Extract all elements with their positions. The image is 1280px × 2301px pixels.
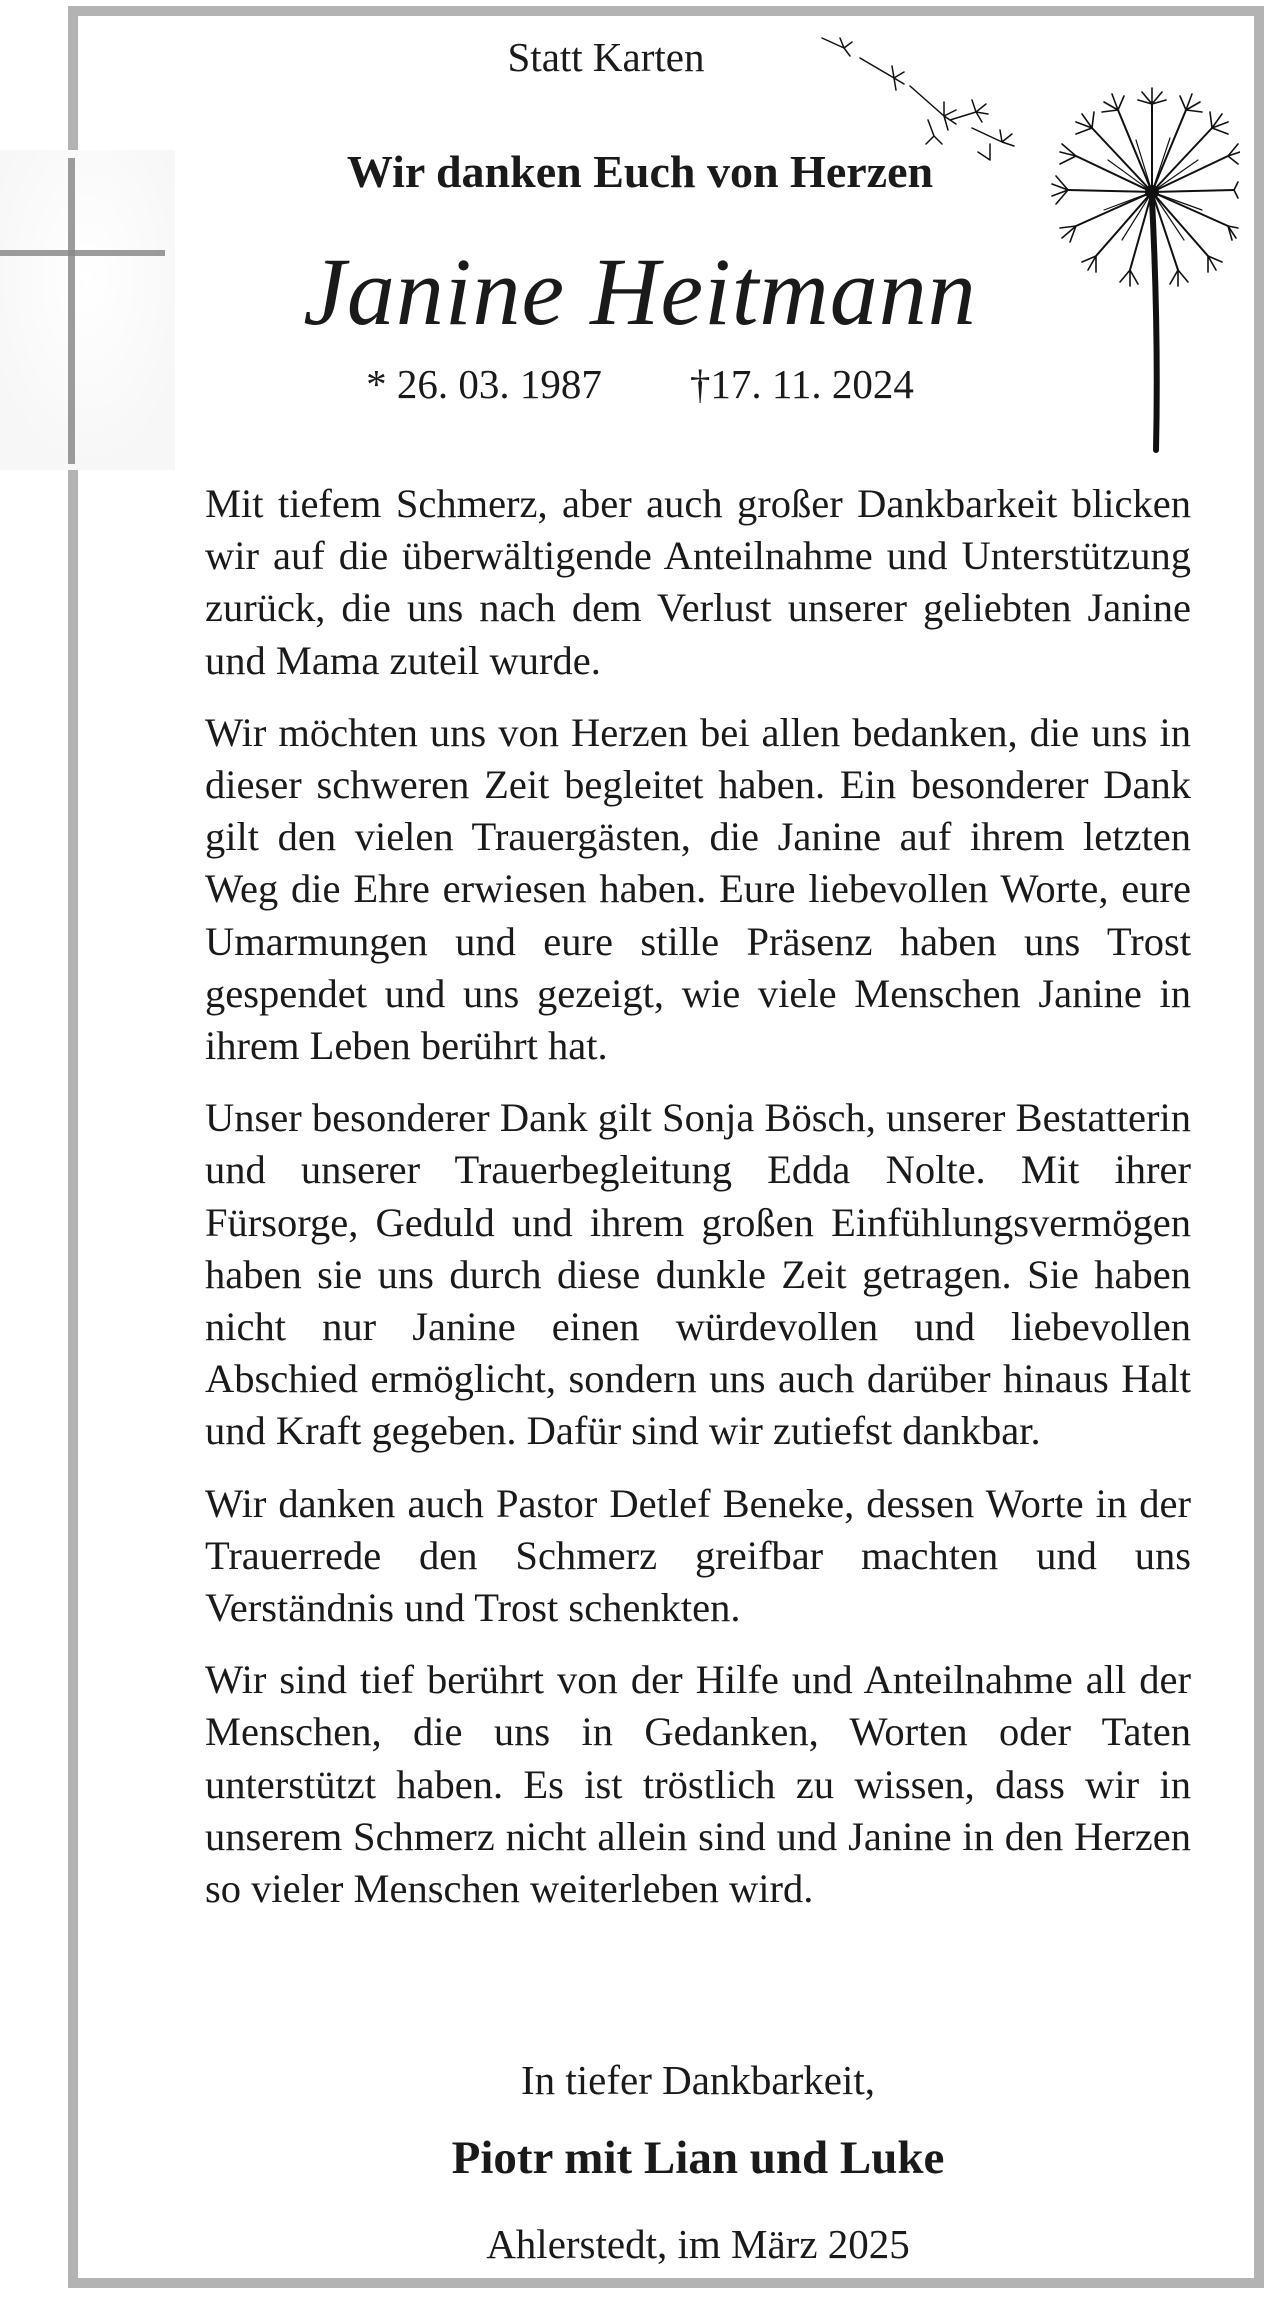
thanks-text [205,478,1191,1935]
paragraph: Unser besonderer Dank gilt Sonja Bösch, unserer Bestatterin und unserer Trauerbegleitung Edda Nolte. Mit ihrer Fürsorge, Geduld und ihrem großen Einfühlungsvermögen haben sie uns durch diese dunkle Zeit getragen. Sie haben nicht nur Janine einen würdevollen und liebevollen Abschied ermöglicht, sondern uns auch darüber hinaus Halt und Kraft gegeben. Dafür sind wir zutiefst dankbar. [205,1095,1191,1454]
deceased-name: Janine Heitmann [303,238,977,345]
statt-karten-label [0,30,1280,84]
paragraph: Wir möchten uns von Herzen bei allen bedanken, die uns in dieser schweren Zeit begleitet haben. Ein besonderer Dank gilt den vielen Trauergästen, die Janine auf ihrem letzten Weg die Ehre erwiesen haben. Eure liebevollen Worte, eure Umarmungen und eure stille Präsenz haben uns Trost gespendet und uns gezeigt, wie viele Menschen Janine in ihrem Leben berührt hat. [205,709,1191,1069]
statt-karten-text: Statt Karten [507,34,705,80]
death-date: †17. 11. 2024 [689,361,914,407]
heading-thanks: Wir danken Euch von Herzen [346,146,934,197]
cross-icon [0,150,175,470]
place-date: Ahlerstedt, im März 2025 [486,2221,910,2267]
paragraph: Wir danken auch Pastor Detlef Beneke, dessen Worte in der Trauerrede den Schmerz greifbar machten und uns Verständnis und Trost schenkten. [205,1480,1191,1631]
birth-date: * 26. 03. 1987 [366,361,602,407]
paragraph: Mit tiefem Schmerz, aber auch großer Dankbarkeit blicken wir auf die überwältigende Anteilnahme und Unterstützung zurück, die uns nach dem Verlust unserer geliebten Janine und Mama zuteil wurde. [205,481,1191,683]
closing-thanks: In tiefer Dankbarkeit, [520,2057,876,2103]
life-dates [250,356,1030,412]
paragraph: Wir sind tief berührt von der Hilfe und Anteilnahme all der Menschen, die uns in Gedanken, Worten oder Taten unterstützt haben. Es ist tröstlich zu wissen, dass wir in unserem Schmerz nicht allein sind und Janine in den Herzen so vieler Menschen weiterleben wird. [205,1657,1191,1912]
signature: Piotr mit Lian und Luke [451,2132,945,2184]
closing-block [205,2050,1191,2274]
